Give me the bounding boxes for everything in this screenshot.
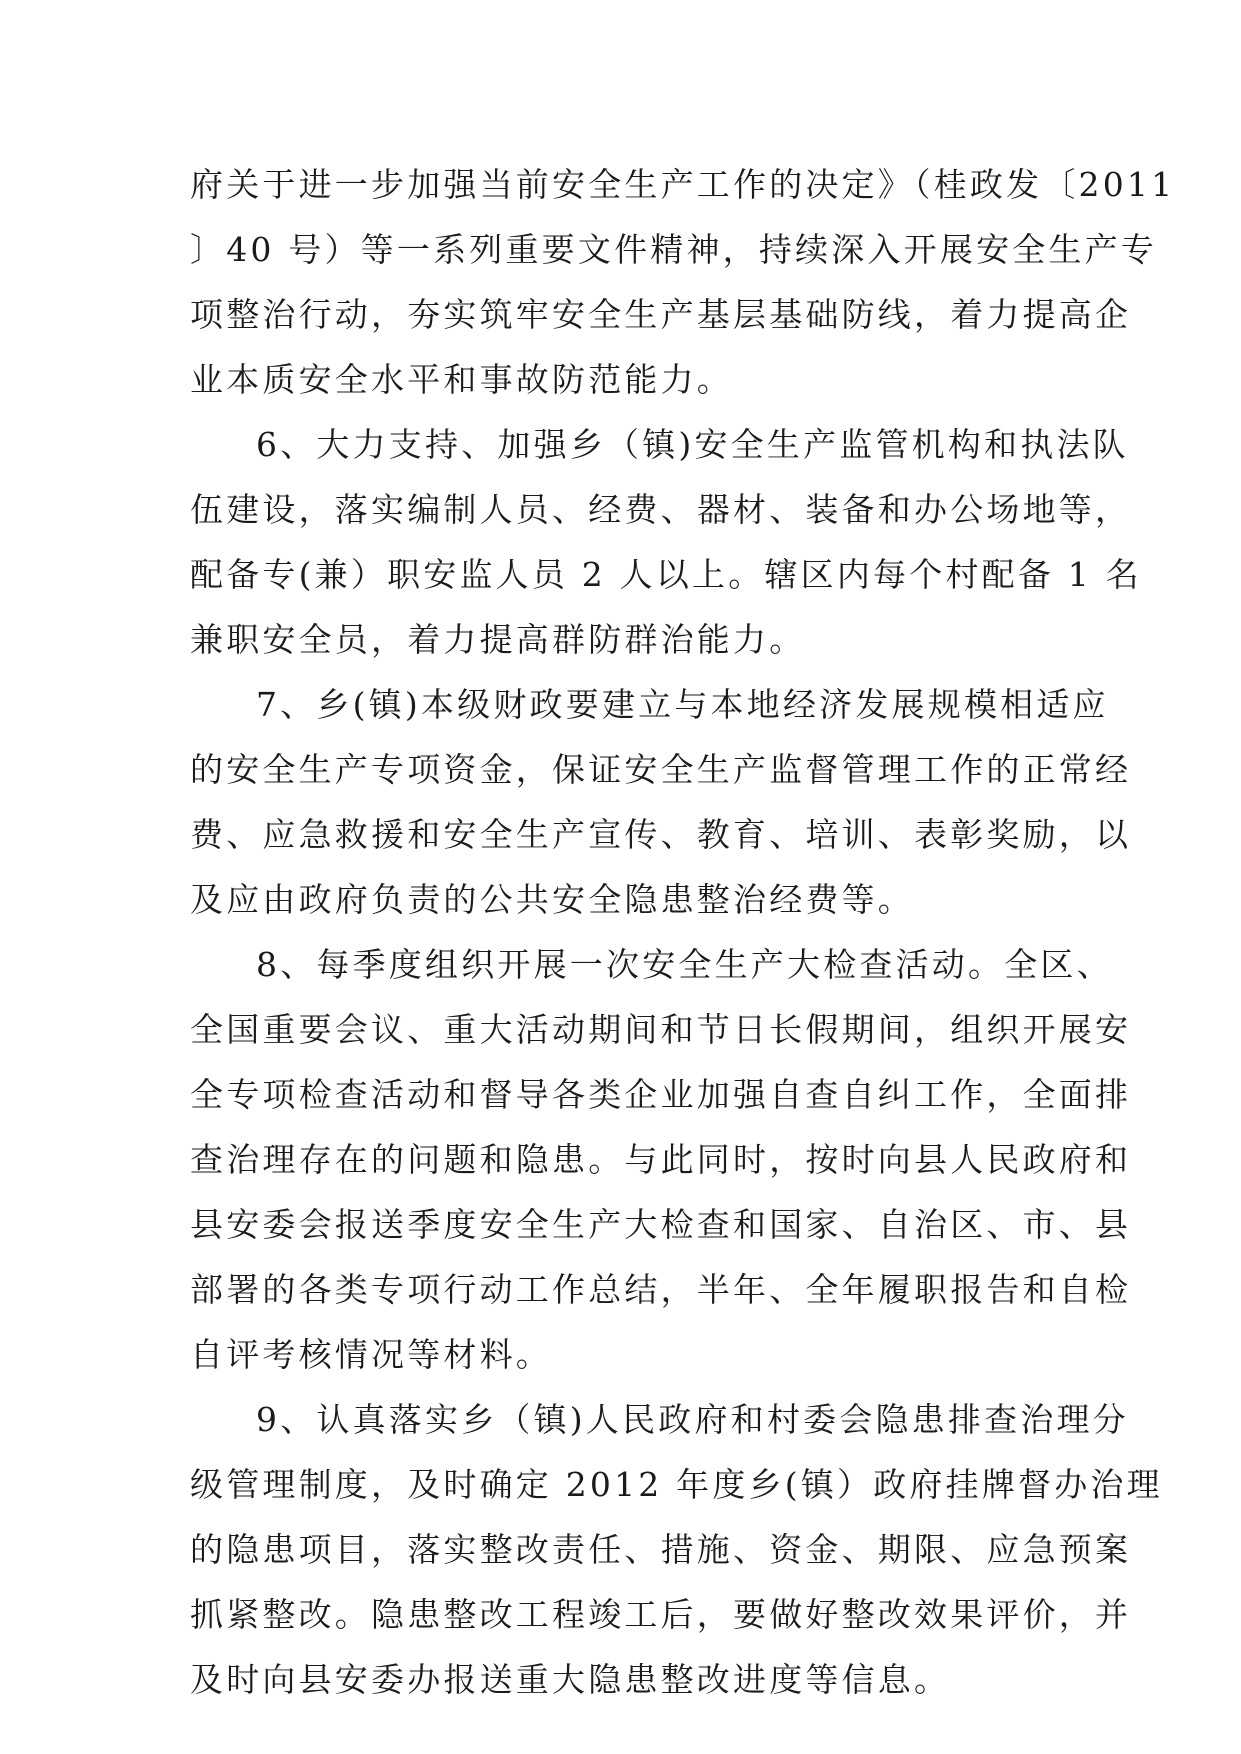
text-line: 的隐患项目，落实整改责任、措施、资金、期限、应急预案 (190, 1530, 1132, 1569)
text-line: 县安委会报送季度安全生产大检查和国家、自治区、市、县 (190, 1205, 1132, 1244)
text-line: 全专项检查活动和督导各类企业加强自查自纠工作，全面排 (190, 1075, 1132, 1114)
text-line: 8、每季度组织开展一次安全生产大检查活动。全区、 (256, 945, 1113, 984)
paragraph-item-6 (190, 412, 1142, 672)
text-line: 全国重要会议、重大活动期间和节日长假期间，组织开展安 (190, 1010, 1132, 1049)
paragraph-item-7 (190, 672, 1132, 932)
text-line: 〕40 号）等一系列重要文件精神，持续深入开展安全生产专 (190, 230, 1158, 269)
text-line: 级管理制度，及时确定 2012 年度乡(镇）政府挂牌督办治理 (190, 1465, 1163, 1504)
text-line: 6、大力支持、加强乡（镇)安全生产监管机构和执法队 (256, 425, 1129, 464)
text-line: 配备专(兼）职安监人员 2 人以上。辖区内每个村配备 1 名 (190, 555, 1142, 594)
paragraph-item-8 (190, 932, 1132, 1387)
paragraph-item-9 (190, 1387, 1163, 1712)
text-line: 的安全生产专项资金，保证安全生产监督管理工作的正常经 (190, 750, 1132, 789)
document-body (190, 152, 1176, 1712)
text-line: 9、认真落实乡（镇)人民政府和村委会隐患排查治理分 (256, 1400, 1129, 1439)
text-line: 部署的各类专项行动工作总结，半年、全年履职报告和自检 (190, 1270, 1132, 1309)
text-line: 伍建设，落实编制人员、经费、器材、装备和办公场地等， (190, 490, 1132, 529)
text-line: 及时向县安委办报送重大隐患整改进度等信息。 (190, 1660, 951, 1699)
text-line: 7、乡(镇)本级财政要建立与本地经济发展规模相适应 (256, 685, 1109, 724)
text-line: 府关于进一步加强当前安全生产工作的决定》（桂政发〔2011 (190, 165, 1176, 204)
text-line: 业本质安全水平和事故防范能力。 (190, 360, 733, 399)
text-line: 自评考核情况等材料。 (190, 1335, 552, 1374)
text-line: 兼职安全员，着力提高群防群治能力。 (190, 620, 806, 659)
text-line: 及应由政府负责的公共安全隐患整治经费等。 (190, 880, 914, 919)
text-line: 查治理存在的问题和隐患。与此同时，按时向县人民政府和 (190, 1140, 1132, 1179)
paragraph-continuation (190, 152, 1176, 412)
text-line: 项整治行动，夯实筑牢安全生产基层基础防线，着力提高企 (190, 295, 1132, 334)
text-line: 抓紧整改。隐患整改工程竣工后，要做好整改效果评价，并 (190, 1595, 1132, 1634)
text-line: 费、应急救援和安全生产宣传、教育、培训、表彰奖励，以 (190, 815, 1132, 854)
